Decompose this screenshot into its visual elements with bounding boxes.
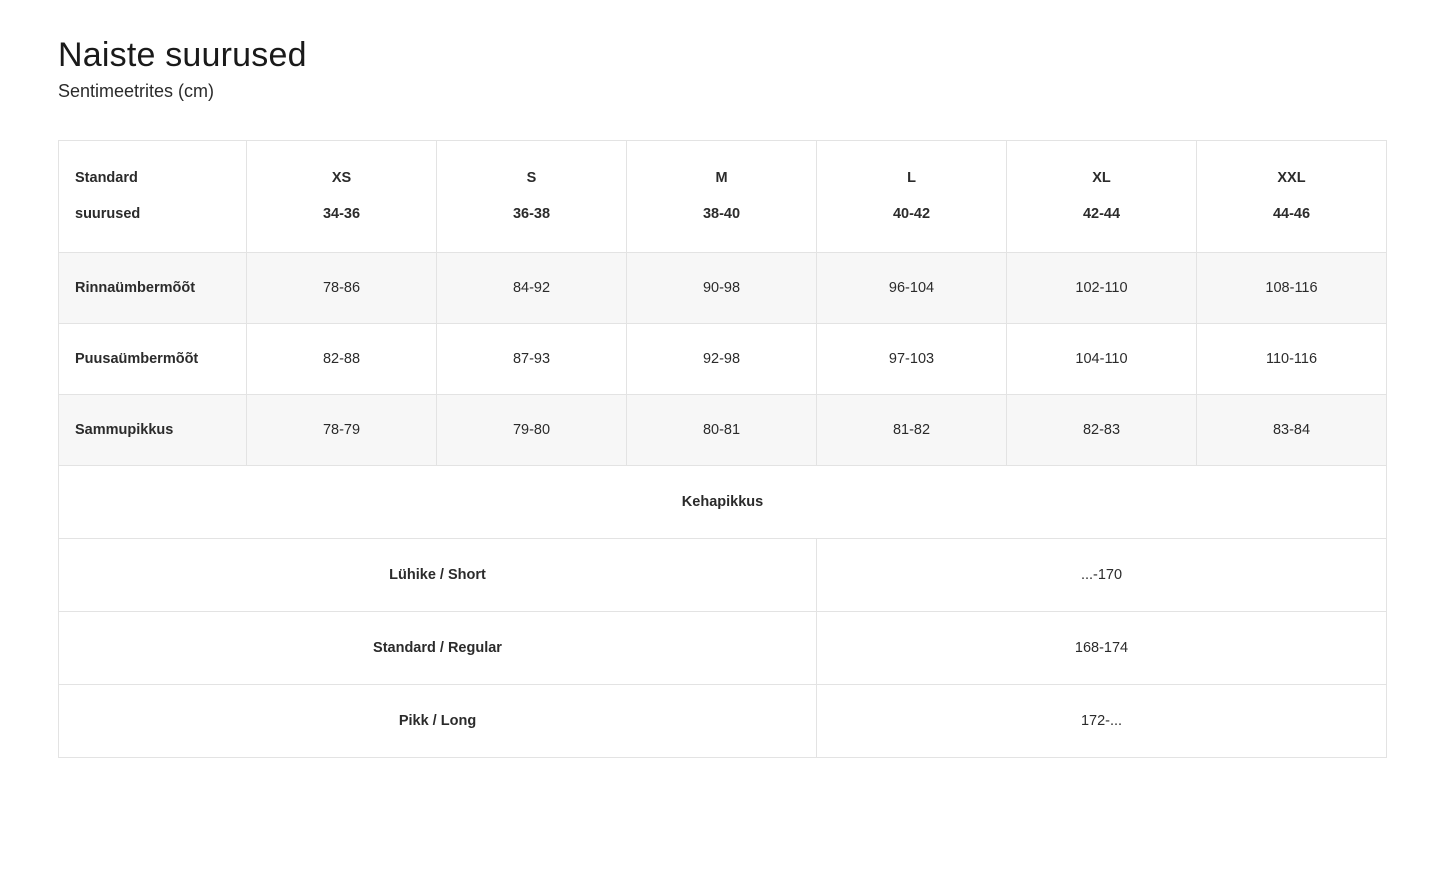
body-length-label-long: Pikk / Long [59, 685, 817, 758]
header-size-l [817, 141, 1007, 253]
header-size-xl-numeric: 42-44 [1082, 205, 1121, 222]
header-size-xxl [1197, 141, 1387, 253]
header-corner-cell [59, 141, 247, 253]
header-size-xl [1007, 141, 1197, 253]
header-size-xs [247, 141, 437, 253]
header-size-m [627, 141, 817, 253]
cell-chest-s: 84-92 [437, 253, 627, 324]
cell-inseam-xl: 82-83 [1007, 395, 1197, 466]
table-header-row [59, 141, 1387, 253]
cell-hip-xxl: 110-116 [1197, 324, 1387, 395]
row-label-inseam: Sammupikkus [59, 395, 247, 466]
header-size-xxl-letter: XXL [1277, 170, 1306, 186]
size-chart-table [58, 140, 1387, 758]
table-row [59, 395, 1387, 466]
cell-hip-s: 87-93 [437, 324, 627, 395]
header-size-l-letter: L [907, 170, 916, 186]
cell-chest-xs: 78-86 [247, 253, 437, 324]
cell-hip-xl: 104-110 [1007, 324, 1197, 395]
body-length-row [59, 685, 1387, 758]
header-size-s-letter: S [526, 170, 537, 186]
header-corner-line1: Standard [75, 170, 138, 186]
header-corner-line2: suurused [75, 205, 141, 222]
header-size-xxl-numeric: 44-46 [1272, 205, 1311, 222]
cell-chest-m: 90-98 [627, 253, 817, 324]
cell-chest-xxl: 108-116 [1197, 253, 1387, 324]
cell-hip-m: 92-98 [627, 324, 817, 395]
page-subtitle: Sentimeetrites (cm) [58, 81, 215, 101]
header-size-s-numeric: 36-38 [512, 205, 551, 222]
row-label-chest: Rinnaümbermõõt [59, 253, 247, 324]
body-length-value-short: ...-170 [817, 539, 1387, 612]
cell-chest-xl: 102-110 [1007, 253, 1197, 324]
body-length-label-short: Lühike / Short [59, 539, 817, 612]
table-row [59, 324, 1387, 395]
body-length-heading-row [59, 466, 1387, 539]
cell-chest-l: 96-104 [817, 253, 1007, 324]
header-size-xs-letter: XS [331, 170, 352, 186]
cell-inseam-xs: 78-79 [247, 395, 437, 466]
cell-inseam-l: 81-82 [817, 395, 1007, 466]
body-length-value-regular: 168-174 [817, 612, 1387, 685]
cell-hip-xs: 82-88 [247, 324, 437, 395]
row-label-hip: Puusaümbermõõt [59, 324, 247, 395]
cell-hip-l: 97-103 [817, 324, 1007, 395]
cell-inseam-m: 80-81 [627, 395, 817, 466]
body-length-label-regular: Standard / Regular [59, 612, 817, 685]
header-size-xs-numeric: 34-36 [322, 205, 361, 222]
table-row [59, 253, 1387, 324]
cell-inseam-xxl: 83-84 [1197, 395, 1387, 466]
body-length-heading: Kehapikkus [59, 466, 1387, 539]
header-size-m-numeric: 38-40 [702, 205, 741, 222]
body-length-row [59, 612, 1387, 685]
header-size-l-numeric: 40-42 [892, 205, 931, 222]
body-length-value-long: 172-... [817, 685, 1387, 758]
cell-inseam-s: 79-80 [437, 395, 627, 466]
header-size-xl-letter: XL [1092, 170, 1111, 186]
page-title: Naiste suurused [58, 36, 307, 74]
header-size-m-letter: M [715, 170, 728, 186]
header-size-s [437, 141, 627, 253]
body-length-row [59, 539, 1387, 612]
